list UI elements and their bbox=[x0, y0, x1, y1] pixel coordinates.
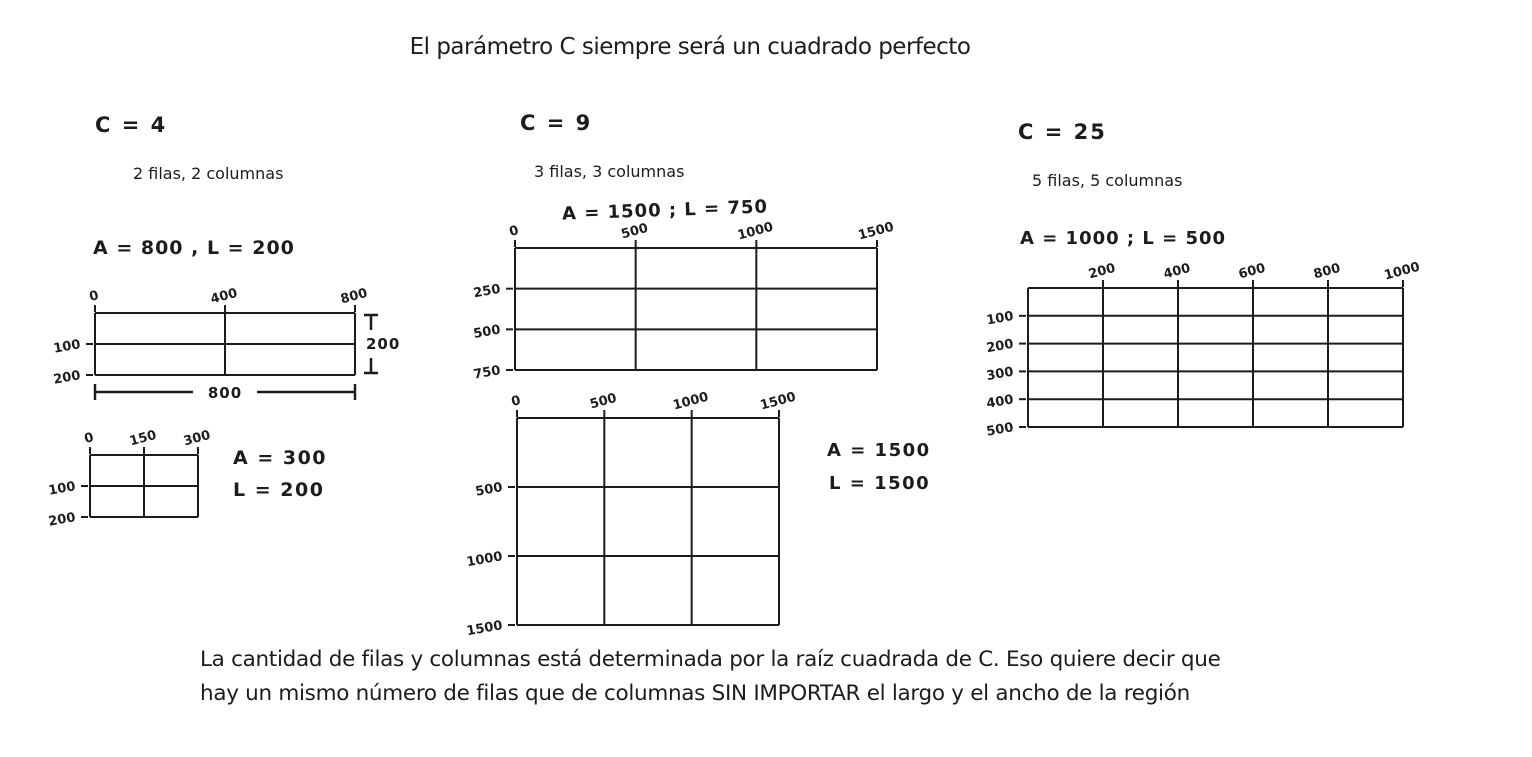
footer-note-line1: La cantidad de filas y columnas está determinada por la raíz cuadrada de C. Eso quiere decir que bbox=[200, 647, 1221, 672]
x-tick-label: 200 bbox=[1087, 260, 1118, 283]
y-tick-label: 100 bbox=[52, 337, 82, 357]
x-tick-label: 0 bbox=[507, 223, 521, 241]
y-tick-label: 200 bbox=[52, 368, 82, 388]
y-tick-label: 300 bbox=[985, 364, 1015, 385]
footer-note-line2: hay un mismo número de filas que de columnas SIN IMPORTAR el largo y el ancho de la región bbox=[200, 681, 1190, 706]
c25-params-label: A = 1000 ; L = 500 bbox=[1020, 228, 1227, 249]
c4-small-grid-area-annotation: A = 300 bbox=[233, 447, 328, 469]
y-tick-label: 250 bbox=[472, 281, 502, 302]
c25-grid-svg bbox=[938, 240, 1532, 497]
c9-params-label: A = 1500 ; L = 750 bbox=[561, 196, 769, 225]
x-tick-label: 1500 bbox=[856, 219, 896, 244]
y-tick-label: 500 bbox=[472, 322, 502, 342]
y-tick-label: 100 bbox=[985, 308, 1015, 329]
c25-grid bbox=[985, 259, 1422, 440]
x-tick-label: 0 bbox=[87, 288, 101, 306]
x-tick-label: 500 bbox=[588, 390, 619, 413]
c4-main-grid bbox=[52, 285, 401, 402]
y-tick-label: 200 bbox=[47, 510, 77, 530]
x-tick-label: 600 bbox=[1237, 260, 1268, 283]
y-tick-label: 500 bbox=[474, 480, 504, 500]
c9-bottom-grid-length-annotation: L = 1500 bbox=[829, 473, 931, 494]
c9-top-grid bbox=[472, 219, 896, 383]
y-tick-label: 100 bbox=[47, 479, 77, 499]
x-tick-label: 400 bbox=[209, 285, 240, 308]
c4-rows-cols-label: 2 filas, 2 columnas bbox=[133, 164, 284, 183]
y-tick-label: 400 bbox=[985, 392, 1015, 412]
dim-right-label: 200 bbox=[366, 335, 401, 353]
c9-heading: C = 9 bbox=[520, 111, 593, 135]
y-tick-label: 1000 bbox=[465, 549, 504, 571]
y-tick-label: 200 bbox=[985, 336, 1015, 357]
x-tick-label: 800 bbox=[339, 285, 370, 308]
c4-small-grid-length-annotation: L = 200 bbox=[233, 479, 325, 501]
x-tick-label: 800 bbox=[1312, 260, 1343, 283]
x-tick-label: 1500 bbox=[758, 389, 798, 414]
y-tick-label: 1500 bbox=[465, 618, 504, 640]
page-title: El parámetro C siempre será un cuadrado perfecto bbox=[409, 34, 971, 60]
c9-rows-cols-label: 3 filas, 3 columnas bbox=[534, 162, 685, 181]
x-tick-label: 500 bbox=[619, 220, 650, 243]
x-tick-label: 0 bbox=[82, 430, 96, 448]
x-tick-label: 150 bbox=[128, 427, 159, 450]
y-tick-label: 750 bbox=[472, 363, 502, 383]
x-tick-label: 1000 bbox=[1382, 259, 1422, 284]
y-tick-label: 500 bbox=[985, 420, 1015, 440]
x-tick-label: 1000 bbox=[671, 389, 711, 414]
x-tick-label: 300 bbox=[182, 427, 213, 450]
c4-heading: C = 4 bbox=[95, 113, 168, 137]
x-tick-label: 1000 bbox=[736, 219, 775, 244]
c4-params-label: A = 800 , L = 200 bbox=[93, 237, 295, 259]
x-tick-label: 400 bbox=[1162, 260, 1193, 283]
c9-bottom-grid bbox=[465, 389, 798, 640]
c25-heading: C = 25 bbox=[1018, 120, 1107, 144]
dim-bottom-label: 800 bbox=[207, 384, 243, 402]
c4-small-grid bbox=[47, 427, 213, 530]
footer-note bbox=[200, 643, 1300, 711]
x-tick-label: 0 bbox=[509, 393, 523, 411]
c9-bottom-grid-area-annotation: A = 1500 bbox=[827, 440, 931, 461]
c25-rows-cols-label: 5 filas, 5 columnas bbox=[1032, 171, 1183, 190]
